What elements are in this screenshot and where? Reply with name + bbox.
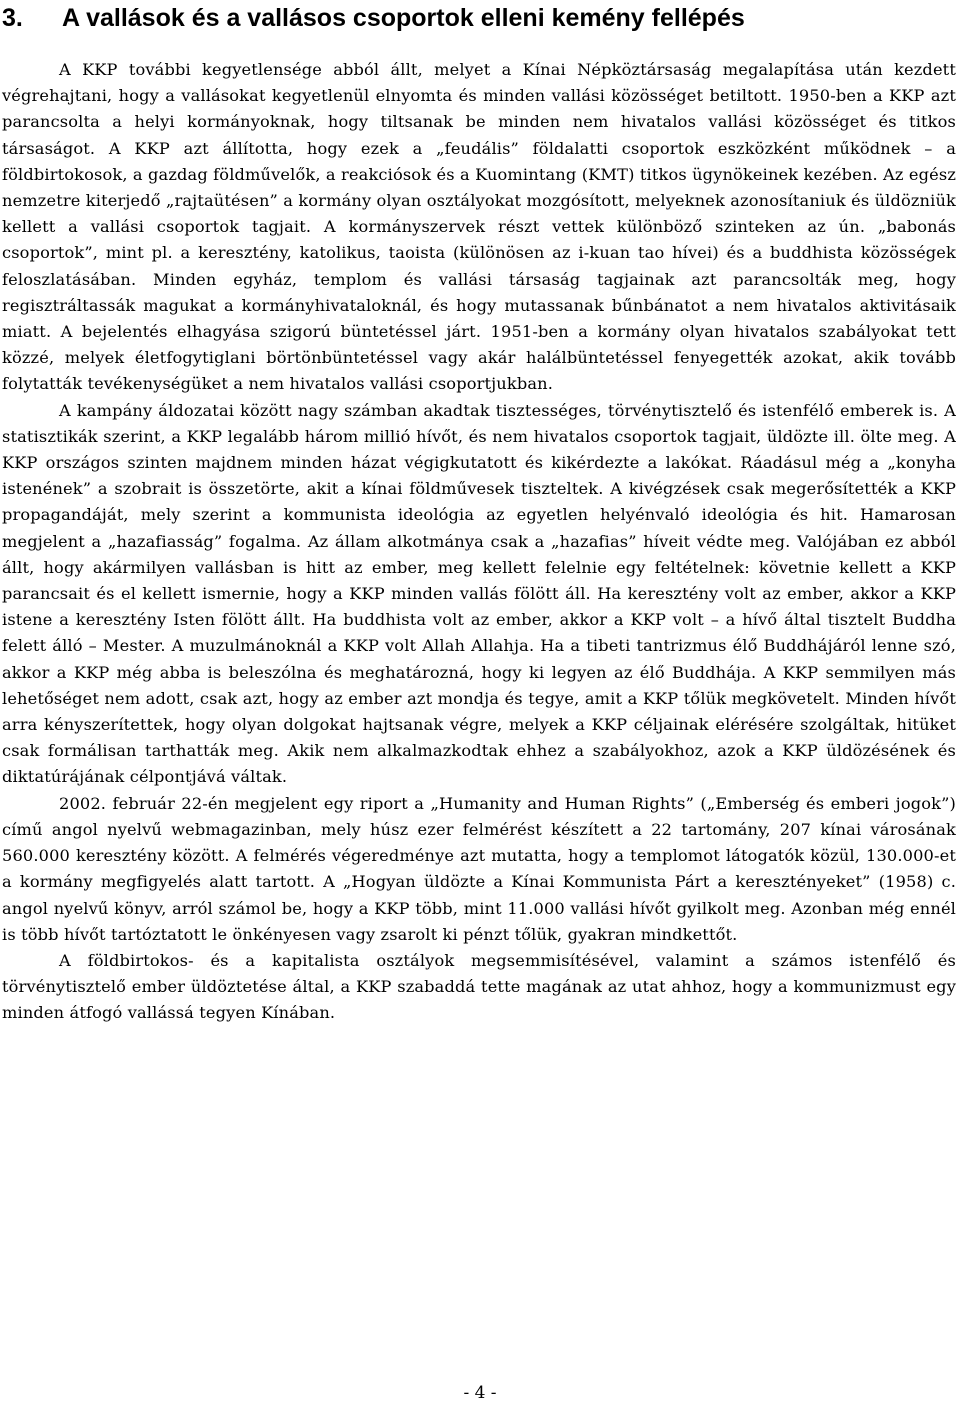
page-number: - 4 - bbox=[463, 1383, 497, 1403]
paragraph-1: A KKP további kegyetlensége abból állt, melyet a Kínai Népköztársaság megalapítása után kezdett végrehajtani, hogy a vallásokat kegyetlenül elnyomta és minden vallási közösséget betiltott. 1950-ben a KKP azt parancsolta a helyi kormányoknak, hogy tiltsanak be minden nem hivatalos vallási közösséget és titkos társaságot. A KKP azt állította, hogy ezek a „feudális” földalatti csoportok eszközként működnek – a földbirtokosok, a gazdag földművelők, a reakciósok és a Kuomintang (KMT) titkos ügynökeinek kezében. Az egész nemzetre kiterjedő „rajtaütésen” a kormány olyan osztályokat mozgósított, melyeknek azonosítaniuk és üldözniük kellett a vallási csoportok tagjait. A kormányszervek részt vettek különböző szinteken az ún. „babonás csoportok”, mint pl. a keresztény, katolikus, taoista (különösen az i-kuan tao hívei) és a buddhista közösségek feloszlatásában. Minden egyház, templom és vallási társaság tagjainak azt parancsolták meg, hogy regisztráltassák magukat a kormányhivataloknál, és hogy mutassanak bűnbánatot a nem hivatalos aktivitásaik miatt. A bejelentés elhagyása szigorú büntetéssel járt. 1951-ben a kormány olyan hivatalos szabályokat tett közzé, melyek életfogytiglani börtönbüntetéssel vagy akár halálbüntetéssel fenyegették azokat, akik tovább folytatták tevékenységüket a nem hivatalos vallási csoportjukban. bbox=[2, 60, 956, 394]
paragraph-3: 2002. február 22-én megjelent egy riport a „Humanity and Human Rights” („Emberség és emberi jogok”) című angol nyelvű webmagazinban, mely húsz ezer felmérést készített a 22 tartomány, 207 kínai városának 560.000 keresztény között. A felmérés végeredménye azt mutatta, hogy a templomot látogatók közül, 130.000-et a kormány megfigyelés alatt tartott. A „Hogyan üldözte a Kínai Kommunista Párt a keresztényeket” (1958) c. angol nyelvű könyv, arról számol be, hogy a KKP több, mint 11.000 vallási hívőt gyilkolt meg. Azonban még ennél is több hívőt tartóztatott le önkényesen vagy zsarolt ki pénzt tőlük, gyakran mindkettőt. bbox=[2, 793, 956, 944]
section-title: A vallások és a vallásos csoportok elleni kemény fellépés bbox=[62, 4, 745, 32]
paragraph-2: A kampány áldozatai között nagy számban akadtak tisztességes, törvénytisztelő és istenfélő emberek is. A statisztikák szerint, a KKP legalább három millió hívőt, és nem hivatalos csoportok tagjait, üldözte ill. ölte meg. A KKP országos szinten majdnem minden házat végigkutatott és kikérdezte a lakókat. Ráadásul még a „konyha istenének” a szobrait is összetörte, akit a kínai földművesek tiszteltek. A kivégzések csak megerősítették a KKP propagandáját, mely szerint a kommunista ideológia az egyetlen helyénvaló ideológia és hit. Hamarosan megjelent a „hazafiasság” fogalma. Az állam alkotmánya csak a „hazafias” híveit védte meg. Valójában ez abból állt, hogy akármilyen vallásban is hitt az ember, meg kellett felelnie egy feltételnek: követnie kellett a KKP parancsait és el kellett ismernie, hogy a KKP minden vallás fölött áll. Ha keresztény volt az ember, akkor a KKP istene a keresztény Isten fölött állt. Ha buddhista volt az ember, akkor a KKP volt – a hívő által tisztelt Buddha felett álló – Mester. A muzulmánoknál a KKP volt Allah Allahja. Ha a tibeti tantrizmus élő Buddhájáról lenne szó, akkor a KKP még abba is beleszólna és meghatározná, hogy ki legyen az élő Buddhája. A KKP semmilyen más lehetőséget nem adott, csak azt, hogy az ember azt mondja és tegye, amit a KKP tőlük megkövetelt. Minden hívőt arra kényszerítettek, hogy olyan dolgokat hajtsanak végre, melyek a KKP céljainak elérésére szolgáltak, hitüket csak formálisan tarthatták meg. Akik nem alkalmazkodtak ehhez a szabályokhoz, azok a KKP üldözésének és diktatúrájának célpontjává váltak. bbox=[2, 400, 956, 787]
section-number: 3. bbox=[2, 4, 23, 32]
paragraph-4: A földbirtokos- és a kapitalista osztályok megsemmisítésével, valamint a számos istenfélő és törvénytisztelő ember üldöztetése által, a KKP szabaddá tette magának az utat ahhoz, hogy a kommunizmust egy minden átfogó vallássá tegyen Kínában. bbox=[2, 950, 956, 1023]
section-heading bbox=[2, 2, 952, 34]
body-text bbox=[2, 57, 956, 1027]
